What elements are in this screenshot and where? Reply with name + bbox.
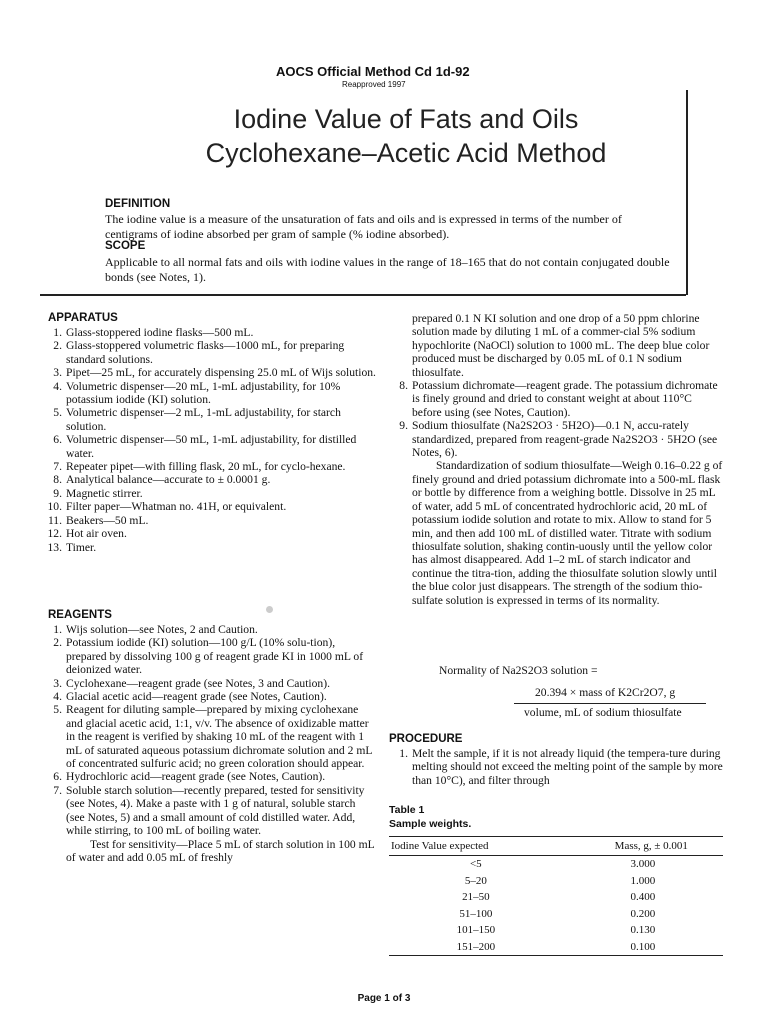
list-item: 7. Soluble starch solution—recently prepared, tested for sensitivity (see Notes, 4). Make a paste with 1 g of natural, soluble starch (see Notes, 5) and a small amount of cold distilled water. Add, while stirring, to 100 mL of boiling water.: [53, 783, 365, 838]
sample-weights-table: [389, 836, 723, 956]
list-item: 2. Potassium iodide (KI) solution—100 g/L (10% solu-tion), prepared by dissolving 100 g of reagent grade KI in 1000 mL of deionized water.: [53, 636, 364, 677]
formula-numerator: 20.394 × mass of K2Cr2O7, g: [535, 686, 676, 699]
list-item: 5. Volumetric dispenser—2 mL, 1-mL adjustability, for starch solution.: [53, 406, 341, 433]
page-number: Page 1 of 3: [357, 993, 411, 1004]
table-header: Mass, g, ± 0.001: [563, 837, 723, 856]
list-item: 9. Magnetic stirrer.: [53, 486, 143, 500]
procedure-heading: PROCEDURE: [389, 733, 463, 745]
apparatus-list: [44, 326, 376, 554]
standardization-text: Standardization of sodium thiosulfate—Weigh 0.16–0.22 g of finely ground and dried potassium dichromate into a 500-mL flask or bottle by difference from a weighing bottle. Dissolve in 25 mL of water, add 5 mL of concentrated hydrochloric acid, 20 mL of potassium iodide solution and rotate to mix. Allow to stand for 5 min, and then add 100 mL of distilled water. Titrate with sodium thiosulfate solution, shaking contin-uously until the yellow color has almost disappeared. Add 1–2 mL of starch indicator and continue the titra-tion, adding the thiosulfate solution slowly until the blue color just disappears. The strength of the sodium thio-sulfate solution is expressed in terms of its normality.: [412, 459, 723, 607]
list-item: 9. Sodium thiosulfate (Na2S2O3 · 5H2O)—0.1 N, accu-rately standardized, prepared from reagent-grade Na2S2O3 · 5H2O (see Notes, 6).: [399, 419, 718, 460]
list-item: 1. Melt the sample, if it is not already liquid (the tempera-ture during melting should not exceed the melting point of the sample by more than 10°C), and filter through: [399, 747, 723, 787]
list-item: 2. Glass-stoppered volumetric flasks—1000 mL, for preparing standard solutions.: [53, 339, 345, 366]
table-row: 51–100 0.200: [459, 907, 656, 920]
table-row: 101–150 0.130: [456, 924, 656, 936]
table-subcaption: Sample weights.: [389, 818, 472, 830]
list-item: 4. Volumetric dispenser—20 mL, 1-mL adjustability, for 10% potassium iodide (KI) solution.: [53, 379, 341, 407]
title-line-2: Cyclohexane–Acetic Acid Method: [205, 138, 607, 168]
list-item: 6. Volumetric dispenser—50 mL, 1-mL adjustability, for distilled water.: [53, 433, 357, 460]
method-number: AOCS Official Method Cd 1d-92: [276, 64, 470, 79]
definition-heading: DEFINITION: [105, 198, 171, 210]
table-row: 5–20 1.000: [464, 874, 656, 887]
reagents-list: [44, 623, 376, 864]
apparatus-heading: APPARATUS: [48, 312, 118, 324]
list-item: 6. Hydrochloric acid—reagent grade (see Notes, Caution).: [53, 770, 326, 784]
list-item: 1. Wijs solution—see Notes, 2 and Caution.: [53, 623, 258, 636]
table-caption: Table 1: [389, 804, 425, 816]
reapproved-note: Reapproved 1997: [342, 80, 406, 89]
starch-test-continued: prepared 0.1 N KI solution and one drop of a 50 ppm chlorine solution made by diluting 1 mL of a commer-cial 5% sodium hypochlorite (NaOCl) solution to 1000 mL. The deep blue color produced must be discharged by 0.05 mL of 0.1 N sodium thiosulfate.: [412, 312, 710, 379]
procedure-list: [390, 747, 724, 787]
definition-text: The iodine value is a measure of the unsaturation of fats and oils and is expressed in terms of the number of centigrams of iodine absorbed per gram of sample (% iodine absorbed).: [105, 212, 622, 241]
scope-text: Applicable to all normal fats and oils with iodine values in the range of 18–165 that do not contain conjugated double bonds (see Notes, 1).: [105, 255, 670, 284]
scan-dot: [266, 606, 273, 613]
list-item: 12. Hot air oven.: [47, 527, 127, 541]
header-rule-horizontal: [40, 294, 686, 296]
list-item: 3. Pipet—25 mL, for accurately dispensing 25.0 mL of Wijs solution.: [53, 366, 376, 380]
list-item: 10. Filter paper—Whatman no. 41H, or equivalent.: [47, 500, 287, 514]
formula-denominator: volume, mL of sodium thiosulfate: [524, 706, 682, 719]
list-item: 8. Analytical balance—accurate to ± 0.0001 g.: [53, 473, 271, 487]
list-item: 11. Beakers—50 mL.: [47, 513, 149, 527]
title-line-1: Iodine Value of Fats and Oils: [233, 104, 579, 134]
fraction-bar: [514, 703, 706, 704]
list-item: 4. Glacial acetic acid—reagent grade (see Notes, Caution).: [53, 690, 327, 704]
scope-heading: SCOPE: [105, 240, 146, 252]
reagents-heading: REAGENTS: [48, 609, 112, 621]
list-item: 13. Timer.: [47, 540, 97, 554]
table-row: 151–200 0.100: [389, 939, 723, 956]
sensitivity-test: Test for sensitivity—Place 5 mL of starch solution in 100 mL of water and add 0.05 mL of freshly: [66, 837, 375, 864]
list-item: 5. Reagent for diluting sample—prepared by mixing cyclohexane and glacial acetic acid, 1:1, v/v. The absence of oxidizable matter in the reagent is verified by shaking 10 mL of the reagent with 1 mL of saturated aqueous potassium dichromate solution and 2 mL of concentrated sulfuric acid; no green coloration should appear.: [53, 703, 372, 771]
formula-label: Normality of Na2S2O3 solution =: [439, 664, 598, 677]
list-item: 1. Glass-stoppered iodine flasks—500 mL.: [53, 326, 254, 339]
list-item: 8. Potassium dichromate—reagent grade. The potassium dichromate is finely ground and dried to constant weight at about 110°C before using (see Notes, Caution).: [399, 379, 718, 419]
list-item: 3. Cyclohexane—reagent grade (see Notes, 3 and Caution).: [53, 676, 330, 690]
table-header: Iodine Value expected: [389, 837, 563, 856]
list-item: 7. Repeater pipet—with filling flask, 20 mL, for cyclo-hexane.: [53, 460, 346, 474]
table-row: <5 3.000: [469, 858, 656, 870]
table-row: 21–50 0.400: [462, 891, 656, 903]
right-column-text: [390, 312, 724, 607]
